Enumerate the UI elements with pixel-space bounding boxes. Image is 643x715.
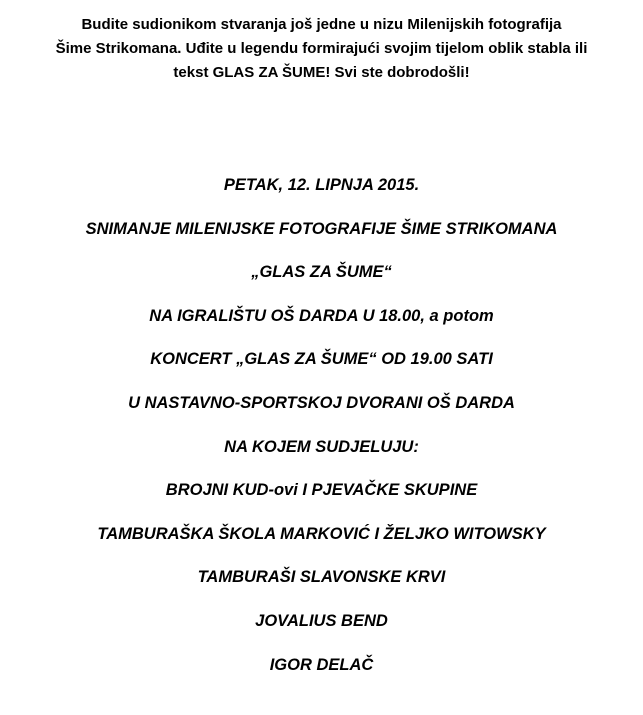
participant-item: TAMBURAŠI SLAVONSKE KRVI bbox=[197, 568, 446, 587]
intro-line: Šime Strikomana. Uđite u legendu formirajući svojim tijelom oblik stabla ili bbox=[55, 40, 588, 57]
event-location-time: NA IGRALIŠTU OŠ DARDA U 18.00, a potom bbox=[149, 306, 494, 325]
event-photo-name: „GLAS ZA ŠUME“ bbox=[251, 263, 392, 282]
concert-time: KONCERT „GLAS ZA ŠUME“ OD 19.00 SATI bbox=[150, 350, 493, 369]
participant-item: TAMBURAŠKA ŠKOLA MARKOVIĆ I ŽELJKO WITOWSKY bbox=[97, 524, 546, 543]
participant-item: JOVALIUS BEND bbox=[255, 611, 388, 630]
participant-item: BROJNI KUD-ovi I PJEVAČKE SKUPINE bbox=[165, 481, 478, 500]
event-title: SNIMANJE MILENIJSKE FOTOGRAFIJE ŠIME STRIKOMANA bbox=[85, 219, 558, 238]
concert-venue: U NASTAVNO-SPORTSKOJ DVORANI OŠ DARDA bbox=[128, 393, 515, 412]
event-date: PETAK, 12. LIPNJA 2015. bbox=[223, 176, 420, 194]
participant-item: IGOR DELAČ bbox=[269, 655, 374, 674]
event-details bbox=[0, 174, 643, 697]
intro-line: Budite sudionikom stvaranja još jedne u nizu Milenijskih fotografija bbox=[81, 16, 562, 33]
intro-paragraph bbox=[10, 13, 633, 85]
intro-line: tekst GLAS ZA ŠUME! Svi ste dobrodošli! bbox=[173, 64, 470, 81]
participants-heading: NA KOJEM SUDJELUJU: bbox=[224, 437, 419, 456]
